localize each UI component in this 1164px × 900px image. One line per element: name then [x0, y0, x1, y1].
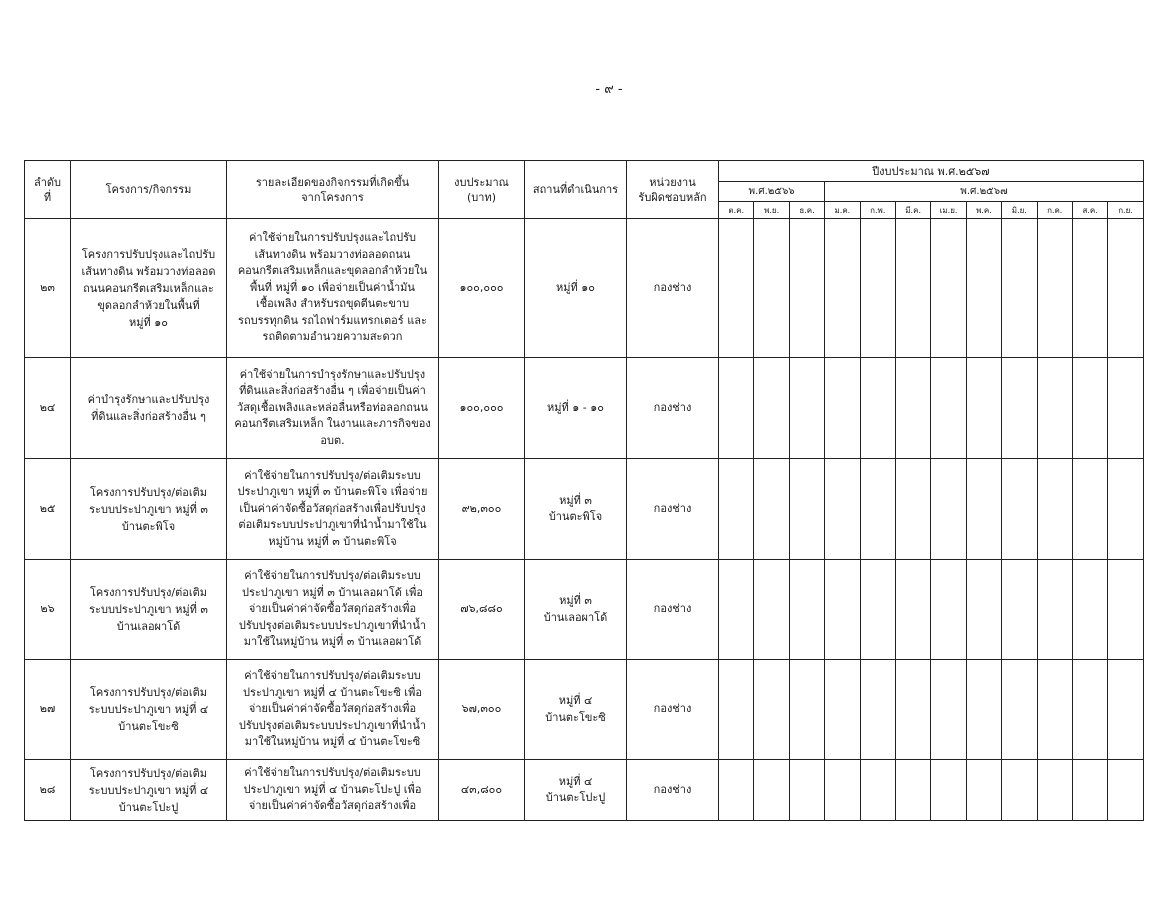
month-cell [1072, 358, 1107, 459]
month-cell [1072, 459, 1107, 560]
header-project: โครงการ/กิจกรรม [71, 161, 227, 219]
row-agency: กองช่าง [627, 358, 719, 459]
month-cell [825, 760, 860, 821]
header-location: สถานที่ดำเนินการ [525, 161, 627, 219]
month-cell [966, 560, 1001, 660]
month-header: ก.พ. [860, 202, 895, 219]
month-cell [825, 660, 860, 760]
row-project: โครงการปรับปรุง/ต่อเติม ระบบประปาภูเขา หมู่ที่ ๔ บ้านตะโปะปู [71, 760, 227, 821]
month-cell [931, 358, 966, 459]
month-cell [931, 560, 966, 660]
month-header: มิ.ย. [1002, 202, 1037, 219]
month-cell [1037, 219, 1072, 358]
month-header: พ.ค. [966, 202, 1001, 219]
month-header: เม.ย. [931, 202, 966, 219]
row-agency: กองช่าง [627, 459, 719, 560]
row-project: โครงการปรับปรุง/ต่อเติม ระบบประปาภูเขา หมู่ที่ ๓ บ้านตะพิโจ [71, 459, 227, 560]
row-project: ค่าบำรุงรักษาและปรับปรุง ที่ดินและสิ่งก่อสร้างอื่น ๆ [71, 358, 227, 459]
table-row [25, 358, 1144, 459]
month-cell [895, 459, 930, 560]
month-cell [1002, 459, 1037, 560]
row-budget: ๑๐๐,๐๐๐ [439, 358, 525, 459]
page-number: - ๙ - [595, 82, 623, 97]
row-agency: กองช่าง [627, 219, 719, 358]
month-cell [860, 459, 895, 560]
month-cell [895, 760, 930, 821]
month-cell [895, 660, 930, 760]
row-agency: กองช่าง [627, 660, 719, 760]
row-seq: ๒๖ [25, 560, 71, 660]
timeline-arrow [719, 459, 754, 560]
month-cell [754, 358, 789, 459]
row-location: หมู่ที่ ๔ บ้านตะโขะซิ [525, 660, 627, 760]
row-detail: ค่าใช้จ่ายในการบำรุงรักษาและปรับปรุง ที่ดินและสิ่งก่อสร้างอื่น ๆ เพื่อจ่ายเป็นค่า วัสดุเชื้อเพลิงและหล่อลื่นหรือท่อลอกถนน คอนกรีตเสริมเหล็ก ในงานและภารกิจของ อบต. [227, 358, 439, 459]
month-cell [754, 459, 789, 560]
header-fiscal-year: ปีงบประมาณ พ.ศ.๒๕๖๗ [719, 161, 1144, 182]
month-cell [1108, 459, 1143, 560]
month-cell [1037, 358, 1072, 459]
month-cell [789, 219, 824, 358]
month-cell [825, 560, 860, 660]
month-cell [754, 219, 789, 358]
month-cell [895, 219, 930, 358]
month-cell [1002, 358, 1037, 459]
header-budget: งบประมาณ (บาท) [439, 161, 525, 219]
row-agency: กองช่าง [627, 560, 719, 660]
month-cell [895, 358, 930, 459]
month-cell [754, 560, 789, 660]
month-cell [860, 660, 895, 760]
header-year-2566: พ.ศ.๒๕๖๖ [719, 182, 825, 202]
month-header: ม.ค. [825, 202, 860, 219]
month-cell [789, 358, 824, 459]
month-cell [895, 560, 930, 660]
row-project: โครงการปรับปรุง/ต่อเติม ระบบประปาภูเขา หมู่ที่ ๓ บ้านเลอผาโด้ [71, 560, 227, 660]
month-header: ธ.ค. [789, 202, 824, 219]
month-cell [719, 459, 754, 560]
month-cell [931, 219, 966, 358]
month-cell [1037, 560, 1072, 660]
row-detail: ค่าใช้จ่ายในการปรับปรุง/ต่อเติมระบบ ประปาภูเขา หมู่ที่ ๓ บ้านตะพิโจ เพื่อจ่าย เป็นค่าค่าจัดซื้อวัสดุก่อสร้างเพื่อปรับปรุง ต่อเติมระบบประปาภูเขาที่นำน้ำมาใช้ใน หมู่บ้าน หมู่ที่ ๓ บ้านตะพิโจ [227, 459, 439, 560]
month-cell [860, 358, 895, 459]
month-cell [1002, 219, 1037, 358]
month-cell [1072, 219, 1107, 358]
month-cell [966, 459, 1001, 560]
row-budget: ๖๗,๓๐๐ [439, 660, 525, 760]
month-cell [966, 760, 1001, 821]
timeline-arrow [719, 760, 754, 821]
row-location: หมู่ที่ ๔ บ้านตะโปะปู [525, 760, 627, 821]
row-detail: ค่าใช้จ่ายในการปรับปรุง/ต่อเติมระบบ ประปาภูเขา หมู่ที่ ๓ บ้านเลอผาโด้ เพื่อ จ่ายเป็นค่าค่าจัดซื้อวัสดุก่อสร้างเพื่อ ปรับปรุงต่อเติมระบบประปาภูเขาที่นำน้ำ มาใช้ในหมู่บ้าน หมู่ที่ ๓ บ้านเลอผาโด้ [227, 560, 439, 660]
month-cell [1037, 459, 1072, 560]
timeline-arrow [719, 660, 754, 760]
month-cell [789, 660, 824, 760]
project-plan-table [24, 160, 1144, 821]
month-header: ก.ย. [1108, 202, 1143, 219]
month-cell [1037, 660, 1072, 760]
month-header: พ.ย. [754, 202, 789, 219]
month-cell [719, 760, 754, 821]
month-cell [1108, 760, 1143, 821]
month-cell [754, 760, 789, 821]
table-row [25, 560, 1144, 660]
month-cell [1002, 660, 1037, 760]
month-header: ก.ค. [1037, 202, 1072, 219]
header-seq: ลำดับ ที่ [25, 161, 71, 219]
month-header: ส.ค. [1072, 202, 1107, 219]
month-cell [860, 219, 895, 358]
row-project: โครงการปรับปรุง/ต่อเติม ระบบประปาภูเขา หมู่ที่ ๔ บ้านตะโขะซิ [71, 660, 227, 760]
month-cell [789, 560, 824, 660]
month-cell [966, 219, 1001, 358]
month-cell [1108, 358, 1143, 459]
row-seq: ๒๘ [25, 760, 71, 821]
row-agency: กองช่าง [627, 760, 719, 821]
header-agency: หน่วยงาน รับผิดชอบหลัก [627, 161, 719, 219]
row-seq: ๒๗ [25, 660, 71, 760]
table-row [25, 459, 1144, 560]
month-cell [860, 760, 895, 821]
row-location: หมู่ที่ ๓ บ้านตะพิโจ [525, 459, 627, 560]
month-cell [931, 760, 966, 821]
month-cell [825, 358, 860, 459]
month-cell [719, 219, 754, 358]
table-row [25, 760, 1144, 821]
row-location: หมู่ที่ ๓ บ้านเลอผาโด้ [525, 560, 627, 660]
month-cell [1002, 560, 1037, 660]
month-cell [789, 459, 824, 560]
month-header: มี.ค. [895, 202, 930, 219]
month-cell [789, 760, 824, 821]
month-cell [754, 660, 789, 760]
month-header: ต.ค. [719, 202, 754, 219]
table-row [25, 660, 1144, 760]
row-budget: ๙๒,๓๐๐ [439, 459, 525, 560]
header-year-2567: พ.ศ.๒๕๖๗ [825, 182, 1144, 202]
month-cell [966, 660, 1001, 760]
month-cell [931, 459, 966, 560]
row-budget: ๑๐๐,๐๐๐ [439, 219, 525, 358]
month-cell [1072, 660, 1107, 760]
row-budget: ๗๖,๘๘๐ [439, 560, 525, 660]
row-location: หมู่ที่ ๑๐ [525, 219, 627, 358]
month-cell [1108, 560, 1143, 660]
timeline-arrow [719, 560, 754, 660]
timeline-arrow [719, 358, 754, 459]
month-cell [1072, 760, 1107, 821]
header-detail: รายละเอียดของกิจกรรมที่เกิดขึ้น จากโครงการ [227, 161, 439, 219]
month-cell [1108, 219, 1143, 358]
row-detail: ค่าใช้จ่ายในการปรับปรุง/ต่อเติมระบบ ประปาภูเขา หมู่ที่ ๔ บ้านตะโปะปู เพื่อ จ่ายเป็นค่าค่าจัดซื้อวัสดุก่อสร้างเพื่อ [227, 760, 439, 821]
row-detail: ค่าใช้จ่ายในการปรับปรุงและไถปรับ เส้นทางดิน พร้อมวางท่อลอดถนน คอนกรีตเสริมเหล็กและขุดลอกลำห้วยใน พื้นที่ หมู่ที่ ๑๐ เพื่อจ่ายเป็นค่าน้ำมัน เชื้อเพลิง สำหรับรถขุดตีนตะขาบ รถบรรทุกดิน รถไถฟาร์มแทรกเตอร์ และ รถติดตามอำนวยความสะดวก [227, 219, 439, 358]
row-seq: ๒๕ [25, 459, 71, 560]
month-cell [1072, 560, 1107, 660]
month-cell [825, 459, 860, 560]
timeline-arrow [719, 219, 754, 358]
table-row [25, 219, 1144, 358]
month-cell [966, 358, 1001, 459]
month-cell [825, 219, 860, 358]
month-cell [1002, 760, 1037, 821]
month-cell [719, 358, 754, 459]
row-detail: ค่าใช้จ่ายในการปรับปรุง/ต่อเติมระบบ ประปาภูเขา หมู่ที่ ๔ บ้านตะโขะซิ เพื่อ จ่ายเป็นค่าค่าจัดซื้อวัสดุก่อสร้างเพื่อ ปรับปรุงต่อเติมระบบประปาภูเขาที่นำน้ำ มาใช้ในหมู่บ้าน หมู่ที่ ๔ บ้านตะโขะซิ [227, 660, 439, 760]
row-budget: ๔๓,๘๐๐ [439, 760, 525, 821]
month-cell [719, 560, 754, 660]
row-project: โครงการปรับปรุงและไถปรับ เส้นทางดิน พร้อมวางท่อลอด ถนนคอนกรีตเสริมเหล็กและ ขุดลอกลำห้วยในพื้นที่ หมู่ที่ ๑๐ [71, 219, 227, 358]
month-cell [931, 660, 966, 760]
row-seq: ๒๓ [25, 219, 71, 358]
row-location: หมู่ที่ ๑ - ๑๐ [525, 358, 627, 459]
month-cell [860, 560, 895, 660]
row-seq: ๒๔ [25, 358, 71, 459]
month-cell [1037, 760, 1072, 821]
month-cell [1108, 660, 1143, 760]
month-cell [719, 660, 754, 760]
